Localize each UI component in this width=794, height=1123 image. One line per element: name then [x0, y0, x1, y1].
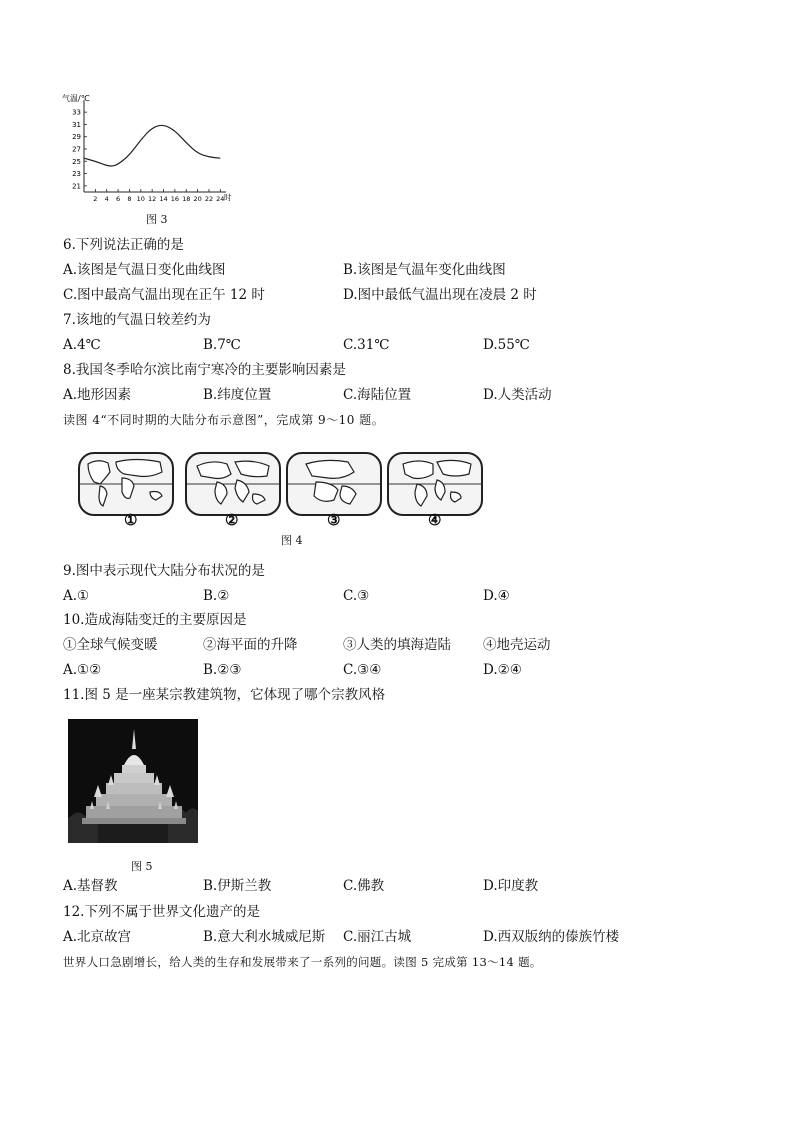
y-tick-label: 21: [72, 182, 81, 191]
y-tick-label: 25: [72, 157, 81, 166]
q10-statement-3: ③人类的填海造陆: [343, 637, 451, 653]
map-label-2: ②: [225, 511, 239, 529]
y-tick-label: 27: [72, 145, 81, 154]
q11-option-c: C.佛教: [343, 878, 385, 894]
map-label-4: ④: [428, 511, 442, 529]
q8-option-d: D.人类活动: [483, 387, 552, 403]
q9-option-c: C.③: [343, 588, 370, 604]
q10-statement-4: ④地壳运动: [483, 637, 551, 653]
y-tick-label: 31: [72, 120, 81, 129]
q6-option-d: D.图中最低气温出现在凌晨 2 时: [343, 287, 537, 303]
y-tick-label: 23: [72, 170, 81, 179]
q9-option-a: A.①: [63, 588, 90, 604]
figure-5-caption: 图 5: [131, 860, 153, 873]
q10-option-b: B.②③: [203, 662, 242, 678]
q12-option-d: D.西双版纳的傣族竹楼: [483, 929, 620, 945]
question-11-stem: 11.图 5 是一座某宗教建筑物，它体现了哪个宗教风格: [63, 687, 386, 703]
q11-option-d: D.印度教: [483, 878, 539, 894]
q9-option-b: B.②: [203, 588, 230, 604]
x-tick-label: 16: [170, 195, 180, 203]
q12-option-a: A.北京故宫: [63, 929, 132, 945]
q8-option-a: A.地形因素: [63, 387, 132, 403]
figure-4-caption: 图 4: [281, 534, 303, 547]
q12-option-b: B.意大利水城威尼斯: [203, 929, 326, 945]
question-9-stem: 9.图中表示现代大陆分布状况的是: [63, 563, 265, 579]
q10-option-c: C.③④: [343, 662, 382, 678]
y-tick-label: 29: [72, 133, 81, 142]
q6-option-a: A.该图是气温日变化曲线图: [63, 262, 226, 278]
q10-statement-1: ①全球气候变暖: [63, 637, 158, 653]
q6-option-c: C.图中最高气温出现在正午 12 时: [63, 287, 265, 303]
x-axis-label: 时: [224, 193, 232, 202]
q10-option-a: A.①②: [63, 662, 102, 678]
map-label-3: ③: [327, 511, 341, 529]
pagoda-photo: [68, 719, 198, 843]
x-tick-label: 10: [136, 195, 145, 203]
x-tick-label: 8: [127, 195, 132, 203]
q11-option-b: B.伊斯兰教: [203, 878, 272, 894]
x-tick-label: 18: [182, 195, 191, 203]
q7-option-a: A.4℃: [63, 337, 101, 353]
figure-3-caption: 图 3: [146, 213, 168, 226]
x-tick-label: 24: [216, 195, 225, 203]
q7-option-d: D.55℃: [483, 337, 530, 353]
question-12-stem: 12.下列不属于世界文化遗产的是: [63, 904, 260, 920]
q8-option-b: B.纬度位置: [203, 387, 272, 403]
x-tick-label: 22: [204, 195, 214, 203]
continent-map-3: [286, 452, 382, 516]
q10-statement-2: ②海平面的升降: [203, 637, 298, 653]
figure-4-intro: 读图 4“不同时期的大陆分布示意图”，完成第 9～10 题。: [63, 413, 385, 427]
x-tick-label: 6: [116, 195, 121, 203]
figure-5-intro: 世界人口急剧增长，给人类的生存和发展带来了一系列的问题。读图 5 完成第 13～14 题。: [63, 955, 542, 969]
q8-option-c: C.海陆位置: [343, 387, 412, 403]
q9-option-d: D.④: [483, 588, 510, 604]
question-6-stem: 6.下列说法正确的是: [63, 237, 184, 253]
x-tick-label: 2: [93, 195, 98, 203]
question-7-stem: 7.该地的气温日较差约为: [63, 312, 211, 328]
temperature-chart: [60, 92, 230, 204]
continent-map-1: [78, 452, 174, 516]
y-axis-label: 气温/℃: [62, 94, 90, 103]
q12-option-c: C.丽江古城: [343, 929, 412, 945]
question-8-stem: 8.我国冬季哈尔滨比南宁寒冷的主要影响因素是: [63, 362, 346, 378]
q11-option-a: A.基督教: [63, 878, 118, 894]
continent-map-4: [387, 452, 483, 516]
question-10-stem: 10.造成海陆变迁的主要原因是: [63, 612, 247, 628]
x-tick-label: 14: [159, 195, 168, 203]
temperature-curve: [84, 125, 220, 166]
continent-map-2: [185, 452, 281, 516]
x-tick-label: 4: [104, 195, 109, 203]
q10-option-d: D.②④: [483, 662, 522, 678]
x-tick-label: 20: [193, 195, 202, 203]
x-tick-label: 12: [148, 195, 157, 203]
q7-option-b: B.7℃: [203, 337, 241, 353]
q6-option-b: B.该图是气温年变化曲线图: [343, 262, 506, 278]
map-label-1: ①: [124, 511, 138, 529]
q7-option-c: C.31℃: [343, 337, 390, 353]
y-tick-label: 33: [72, 108, 81, 117]
